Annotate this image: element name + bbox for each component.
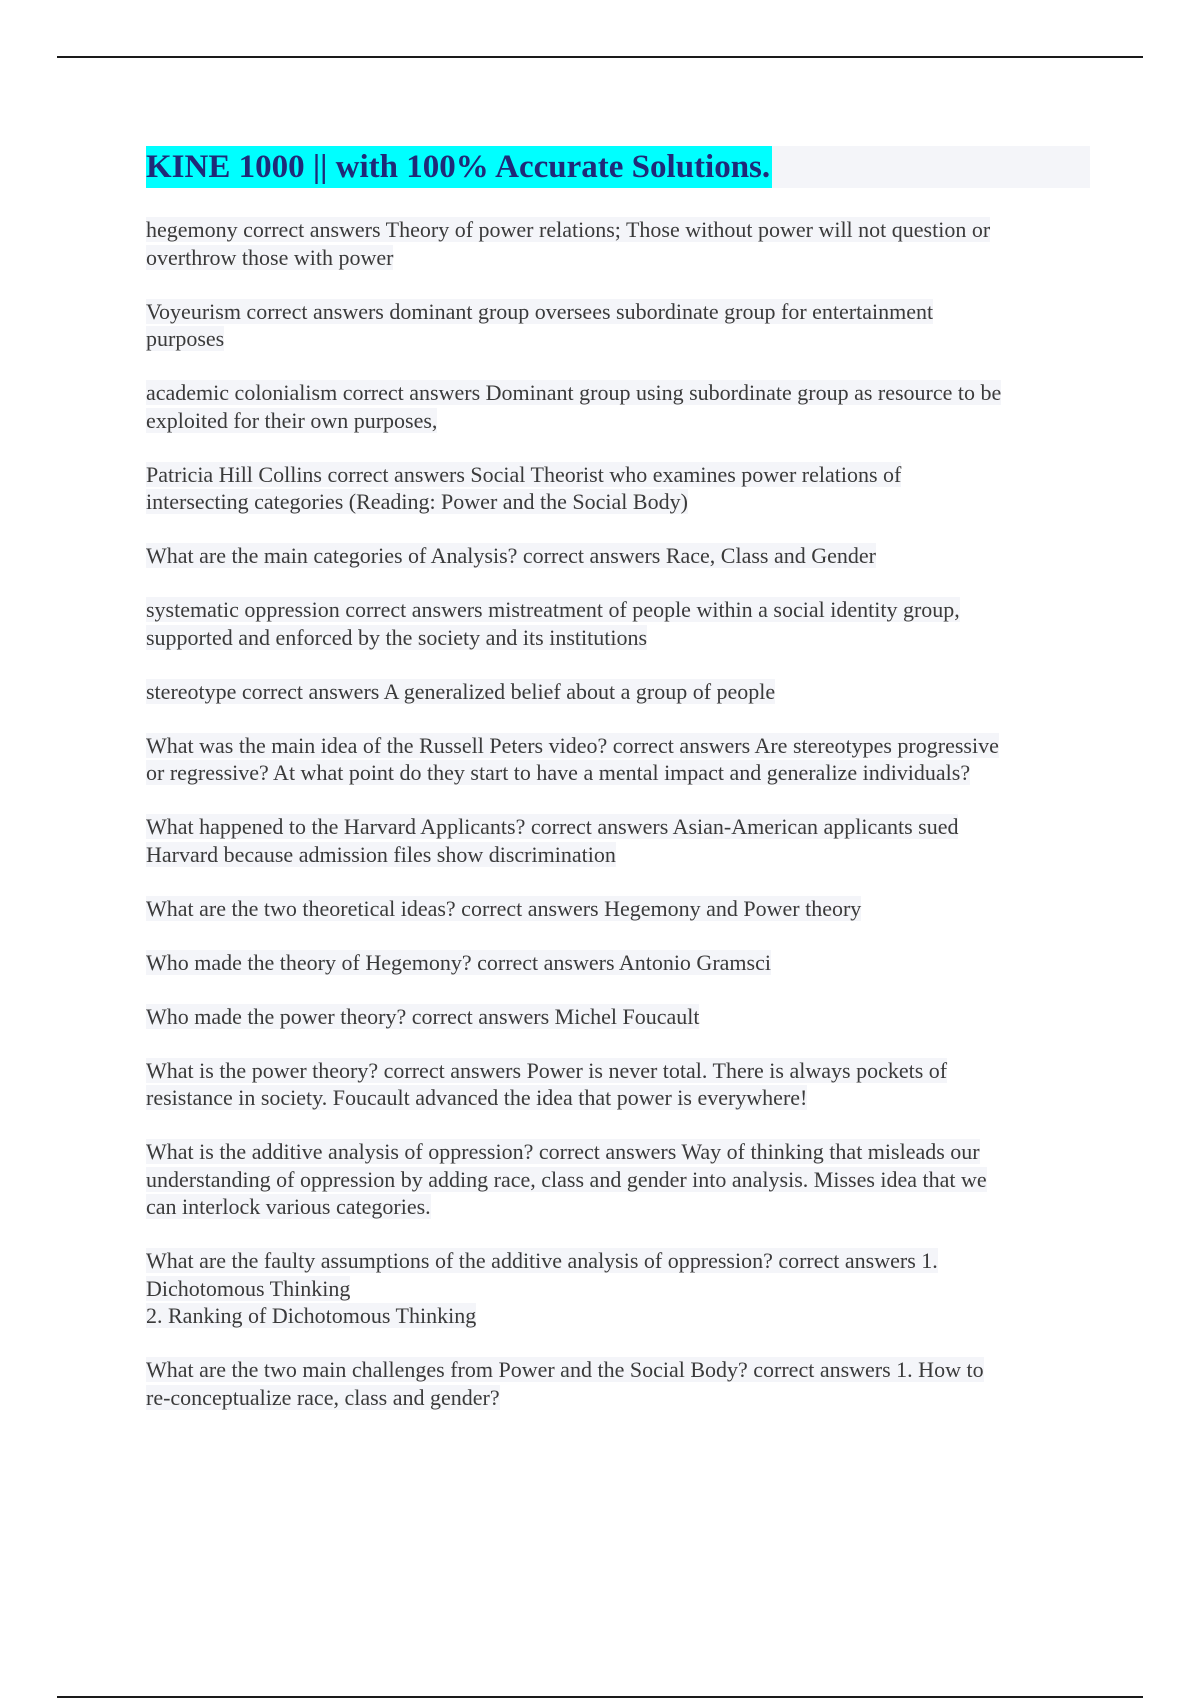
qa-line (146, 1302, 1090, 1330)
qa-line (146, 732, 1090, 760)
qa-line-text: stereotype correct answers A generalized belief about a group of people (146, 678, 776, 704)
qa-line (146, 407, 1090, 435)
qa-line (146, 1193, 1090, 1221)
qa-line (146, 813, 1090, 841)
qa-line-text: intersecting categories (Reading: Power and the Social Body) (146, 489, 688, 514)
qa-line (146, 1003, 1090, 1031)
qa-line-text: What are the two theoretical ideas? correct answers Hegemony and Power theory (146, 895, 862, 921)
qa-line-text: Voyeurism correct answers dominant group oversees subordinate group for entertainment (146, 298, 934, 324)
qa-line (146, 1057, 1090, 1085)
title-bar (146, 146, 1090, 188)
document-body (146, 146, 1090, 1438)
qa-entry (146, 1057, 1090, 1112)
qa-list (146, 216, 1090, 1411)
qa-entry (146, 1138, 1090, 1221)
qa-line-text: purposes (146, 326, 225, 351)
qa-line-text: hegemony correct answers Theory of power relations; Those without power will not question or (146, 217, 991, 242)
qa-line-text: What are the two main challenges from Power and the Social Body? correct answers 1. How to (146, 1357, 984, 1382)
qa-line (146, 488, 1090, 516)
qa-line-text: or regressive? At what point do they start to have a mental impact and generalize individuals? (146, 760, 971, 785)
qa-line-text: 2. Ranking of Dichotomous Thinking (146, 1303, 477, 1328)
qa-line-text: supported and enforced by the society and its institutions (146, 624, 648, 650)
qa-line-text: Who made the power theory? correct answers Michel Foucault (146, 1003, 700, 1029)
qa-entry (146, 678, 1090, 706)
bottom-rule (57, 1696, 1143, 1698)
qa-line-text: What was the main idea of the Russell Peters video? correct answers Are stereotypes progressive (146, 732, 999, 758)
qa-line (146, 1138, 1090, 1166)
qa-line-text: What happened to the Harvard Applicants? correct answers Asian-American applicants sued (146, 814, 959, 839)
qa-entry (146, 895, 1090, 923)
qa-line-text: Dichotomous Thinking (146, 1275, 351, 1301)
qa-line (146, 461, 1090, 489)
qa-entry (146, 298, 1090, 353)
qa-entry (146, 949, 1090, 977)
qa-line-text: re-conceptualize race, class and gender? (146, 1384, 500, 1410)
qa-line (146, 216, 1090, 244)
qa-line-text: What are the faulty assumptions of the additive analysis of oppression? correct answers 1. (146, 1248, 938, 1273)
qa-line (146, 542, 1090, 570)
top-rule (57, 56, 1143, 58)
qa-entry (146, 732, 1090, 787)
qa-line-text: What is the power theory? correct answers Power is never total. There is always pockets of (146, 1057, 948, 1083)
qa-line-text: exploited for their own purposes, (146, 407, 438, 433)
qa-line (146, 949, 1090, 977)
qa-line-text: resistance in society. Foucault advanced the idea that power is everywhere! (146, 1085, 808, 1110)
qa-entry (146, 461, 1090, 516)
qa-line (146, 1247, 1090, 1275)
qa-line (146, 895, 1090, 923)
qa-line (146, 1084, 1090, 1112)
qa-line-text: Patricia Hill Collins correct answers Social Theorist who examines power relations of (146, 461, 902, 487)
qa-line (146, 759, 1090, 787)
qa-line (146, 596, 1090, 624)
qa-entry (146, 542, 1090, 570)
qa-line (146, 678, 1090, 706)
qa-line (146, 1384, 1090, 1412)
qa-entry (146, 813, 1090, 868)
qa-entry (146, 379, 1090, 434)
qa-line (146, 1166, 1090, 1194)
qa-entry (146, 216, 1090, 271)
qa-entry (146, 596, 1090, 651)
qa-line-text: What is the additive analysis of oppression? correct answers Way of thinking that misleads our (146, 1139, 980, 1164)
qa-line-text: What are the main categories of Analysis? correct answers Race, Class and Gender (146, 543, 876, 568)
qa-line (146, 325, 1090, 353)
qa-entry (146, 1247, 1090, 1330)
qa-line-text: Who made the theory of Hegemony? correct answers Antonio Gramsci (146, 949, 771, 975)
qa-line (146, 1275, 1090, 1303)
qa-line-text: academic colonialism correct answers Dominant group using subordinate group as resource to be (146, 380, 1002, 405)
document-title: KINE 1000 || with 100% Accurate Solutions. (146, 146, 772, 188)
qa-line-text: can interlock various categories. (146, 1194, 431, 1219)
qa-entry (146, 1356, 1090, 1411)
qa-line (146, 298, 1090, 326)
qa-line-text: understanding of oppression by adding race, class and gender into analysis. Misses idea that we (146, 1166, 987, 1192)
qa-line-text: Harvard because admission files show discrimination (146, 841, 616, 867)
qa-line-text: systematic oppression correct answers mistreatment of people within a social identity group, (146, 597, 960, 622)
qa-line (146, 1356, 1090, 1384)
qa-entry (146, 1003, 1090, 1031)
qa-line (146, 244, 1090, 272)
qa-line (146, 841, 1090, 869)
qa-line (146, 624, 1090, 652)
qa-line-text: overthrow those with power (146, 244, 394, 270)
qa-line (146, 379, 1090, 407)
